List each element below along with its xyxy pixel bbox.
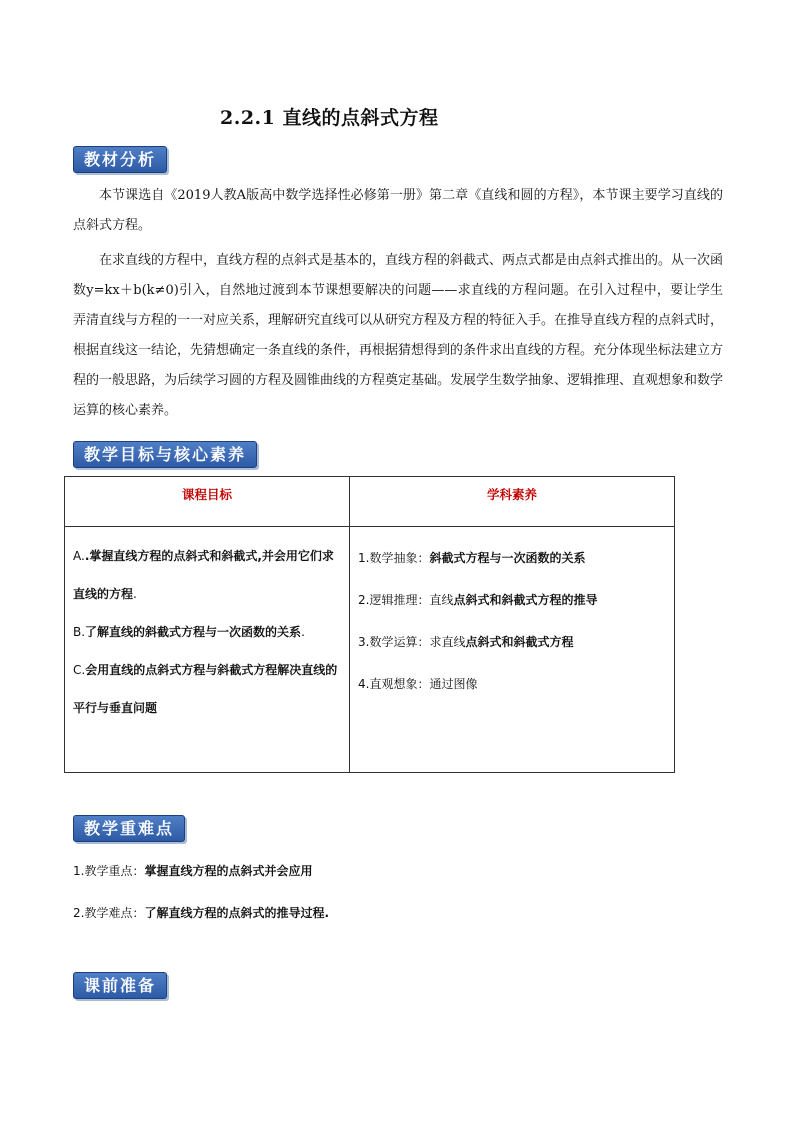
literacy-item-3: 3.数学运算：求直线点斜式和斜截式方程 xyxy=(358,635,574,649)
section-tag-analysis: 教材分析 xyxy=(73,146,167,173)
goal-b-prefix: B. xyxy=(73,625,86,639)
goal-b-text: 了解直线的斜截式方程与一次函数的关系 xyxy=(85,625,302,639)
literacy-item-1: 1.数学抽象：斜截式方程与一次函数的关系 xyxy=(358,551,586,565)
teaching-focus: 1.教学重点：掌握直线方程的点斜式并会应用 xyxy=(73,864,313,878)
goal-c-text: 会用直线的点斜式方程与斜截式方程解决直线的平行与垂直问题 xyxy=(73,663,338,715)
goals-table xyxy=(64,476,675,773)
page-title: 2.2.1 直线的点斜式方程 xyxy=(220,107,439,129)
goal-a-end: . xyxy=(133,587,137,601)
analysis-paragraph-1: 本节课选自《2019人教A版高中数学选择性必修第一册》第二章《直线和圆的方程》，本节课主要学习直线的点斜式方程。 xyxy=(73,188,723,233)
goal-b-end: . xyxy=(301,625,305,639)
table-header-subject-literacy: 学科素养 xyxy=(350,477,675,527)
subject-literacy-cell xyxy=(350,527,675,773)
literacy-item-4: 4.直观想象：通过图像 xyxy=(358,677,478,691)
teaching-difficulty: 2.教学难点：了解直线方程的点斜式的推导过程. xyxy=(73,906,330,920)
course-goals-cell xyxy=(65,527,350,773)
analysis-paragraph-2: 在求直线的方程中，直线方程的点斜式是基本的，直线方程的斜截式、两点式都是由点斜式推出的。从一次函数y=kx＋b(k≠0)引入，自然地过渡到本节课想要解决的问题——求直线的方程问题。在引入过程中，要让学生弄清直线与方程的一一对应关系，理解研究直线可以从研究方程及方程的特征入手。在推导直线方程的点斜式时，根据直线这一结论，先猜想确定一条直线的条件，再根据猜想得到的条件求出直线的方程。充分体现坐标法建立方程的一般思路，为后续学习圆的方程及圆锥曲线的方程奠定基础。发展学生数学抽象、逻辑推理、直观想象和数学运算的核心素养。 xyxy=(73,253,724,418)
literacy-item-2: 2.逻辑推理：直线点斜式和斜截式方程的推导 xyxy=(358,593,598,607)
section-tag-preparation: 课前准备 xyxy=(73,972,167,999)
goal-a-text: .掌握直线方程的点斜式和斜截式,并会用它们求直线的方程 xyxy=(73,549,334,601)
section-tag-key-points: 教学重难点 xyxy=(73,815,185,842)
goal-c-prefix: C. xyxy=(73,663,86,677)
goal-a-prefix: A. xyxy=(73,549,85,563)
section-tag-goals: 教学目标与核心素养 xyxy=(73,441,257,468)
table-header-course-goals: 课程目标 xyxy=(65,477,350,527)
